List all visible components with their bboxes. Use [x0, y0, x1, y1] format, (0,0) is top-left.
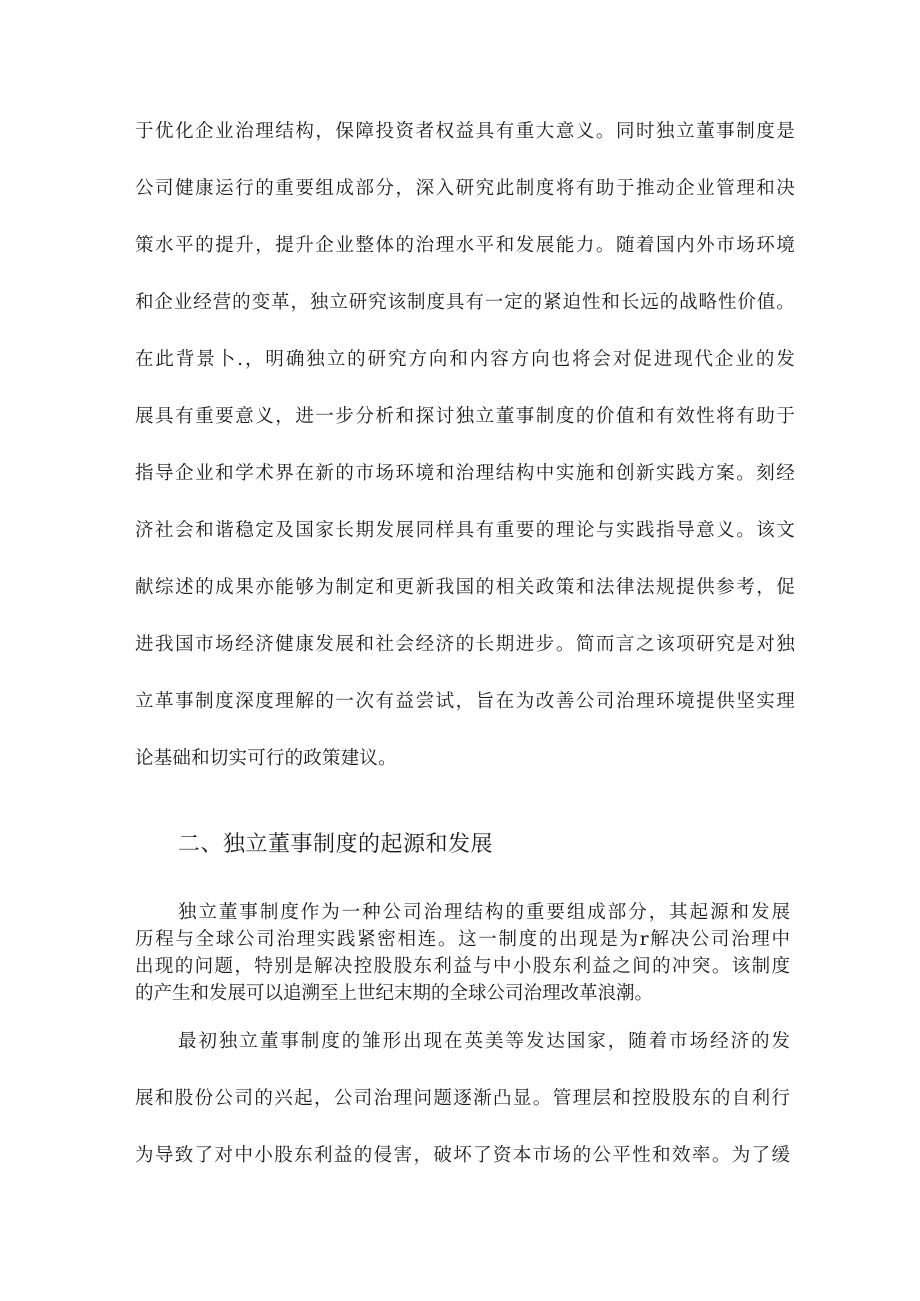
paragraph-line: 独立董事制度作为一种公司治理结构的重要组成部分，其起源和发展: [178, 902, 790, 923]
section-heading: 二、独立董事制度的起源和发展: [178, 832, 494, 857]
paragraph-line: 论基础和切实可行的政策建议。: [135, 748, 397, 769]
paragraph-line: 历程与全球公司治理实践紧密相连。这一制度的出现是为r解决公司治理中: [135, 929, 790, 950]
paragraph-line: 出现的问题，特别是解决控股股东利益与中小股东利益之间的冲突。该制度: [135, 956, 790, 977]
paragraph-line: 展具有重要意义，进一步分析和探讨独立董事制度的价值和有效性将有助于: [135, 406, 795, 427]
paragraph-line: 的产生和发展可以追溯至上世纪末期的全球公司治理改革浪潮。: [135, 983, 654, 1004]
paragraph-line: 和企业经营的变革，独立研究该制度具有一定的紧迫性和长远的战略性价值。: [135, 292, 795, 313]
paragraph-line: 献综述的成果亦能够为制定和更新我国的相关政策和法律法规提供参考，促: [135, 577, 795, 598]
paragraph-line: 展和股份公司的兴起，公司治理问题逐渐凸显。管理层和控股股东的自利行: [135, 1088, 790, 1109]
paragraph-line: 公司健康运行的重要组成部分，深入研究此制度将有助于推动企业管理和决: [135, 178, 795, 199]
paragraph-line: 为导致了对中小股东利益的侵害，破坏了资本市场的公平性和效率。为了缓: [135, 1145, 790, 1166]
paragraph-line: 在此背景卜.，明确独立的研究方向和内容方向也将会对促进现代企业的发: [135, 349, 795, 370]
paragraph-line: 最初独立董事制度的雏形出现在英美等发达国家，随着市场经济的发: [178, 1031, 790, 1052]
paragraph-line: 策水平的提升，提升企业整体的治理水平和发展能力。随着国内外市场环境: [135, 235, 795, 256]
paragraph-line: 立革事制度深度理解的一次有益尝试，旨在为改善公司治理环境提供坚实理: [135, 691, 795, 712]
paragraph-line: 于优化企业治理结构，保障投资者权益具有重大意义。同时独立董事制度是: [135, 121, 795, 142]
paragraph-line: 进我国市场经济健康发展和社会经济的长期进步。简而言之该项研究是对独: [135, 634, 795, 655]
paragraph-line: 指导企业和学术界在新的市场环境和治理结构中实施和创新实践方案。刻经: [135, 463, 795, 484]
paragraph-line: 济社会和谐稳定及国家长期发展同样具有重要的理论与实践指导意义。该文: [135, 520, 795, 541]
